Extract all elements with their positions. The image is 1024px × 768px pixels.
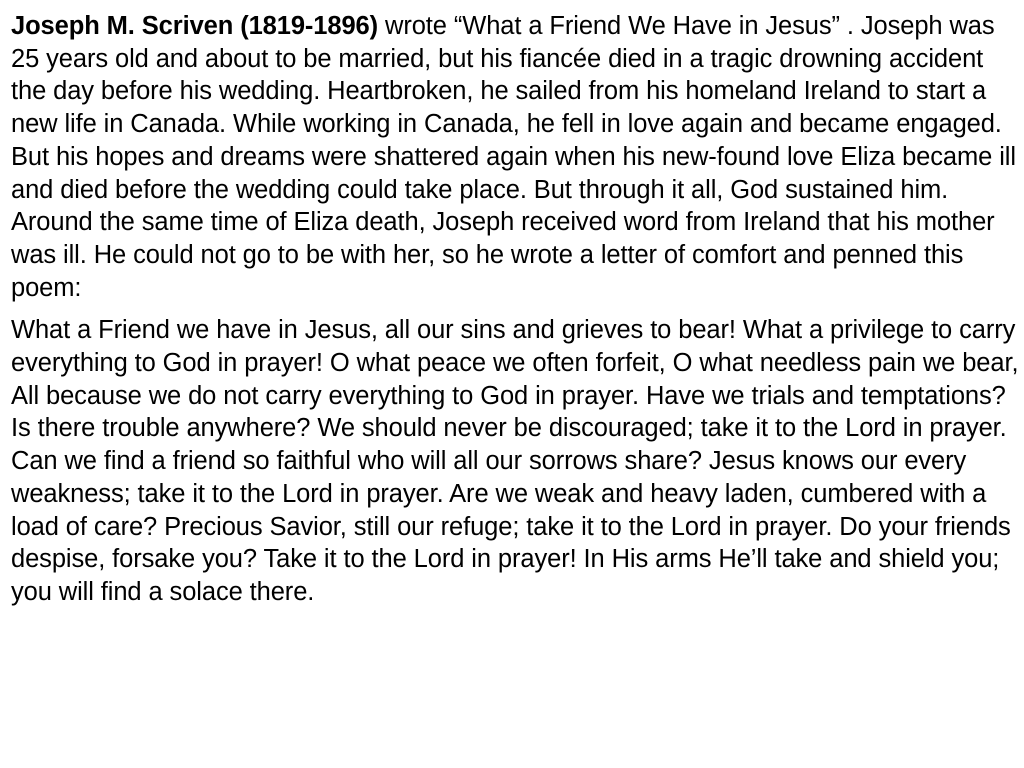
author-heading: Joseph M. Scriven (1819-1896) — [11, 12, 379, 40]
intro-text: wrote “What a Friend We Have in Jesus” . Joseph was 25 years old and about to be married, but his fiancée died in a tragic drowning accident the day before his wedding. Heartbroken, he sailed from his homeland Ireland to start a new life in Canada. While working in Canada, he fell in love again and became engaged. But his hopes and dreams were shattered again when his new-found love Eliza became ill and died before the wedding could take place. But through it all, God sustained him. Around the same time of Eliza death, Joseph received word from Ireland that his mother was ill. He could not go to be with her, so he wrote a letter of comfort and penned this poem: — [11, 12, 1016, 302]
slide-content — [11, 10, 1019, 760]
poem-paragraph: What a Friend we have in Jesus, all our sins and grieves to bear! What a privilege to carry everything to God in prayer! O what peace we often forfeit, O what needless pain we bear, All because we do not carry everything to God in prayer. Have we trials and temptations? Is there trouble anywhere? We should never be discouraged; take it to the Lord in prayer. Can we find a friend so faithful who will all our sorrows share? Jesus knows our every weakness; take it to the Lord in prayer. Are we weak and heavy laden, cumbered with a load of care? Precious Savior, still our refuge; take it to the Lord in prayer. Do your friends despise, forsake you? Take it to the Lord in prayer! In His arms He’ll take and shield you; you will find a solace there. — [11, 316, 1019, 606]
intro-paragraph — [11, 10, 1019, 304]
